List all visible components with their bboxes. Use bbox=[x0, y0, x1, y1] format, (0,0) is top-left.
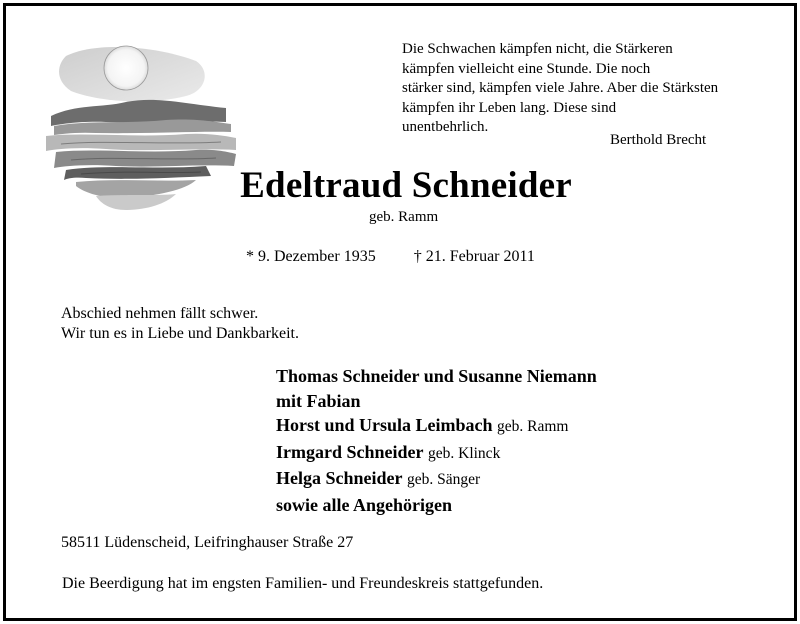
mourner-note: geb. Klinck bbox=[428, 444, 501, 462]
deceased-name: Edeltraud Schneider bbox=[240, 165, 572, 206]
mourner-entry bbox=[276, 364, 597, 389]
quote-line: stärker sind, kämpfen viele Jahre. Aber die Stärksten bbox=[402, 80, 719, 96]
farewell-text bbox=[61, 304, 299, 344]
birth-date: * 9. Dezember 1935 bbox=[246, 248, 376, 265]
mourner-name: sowie alle Angehörigen bbox=[276, 494, 452, 515]
death-date: † 21. Februar 2011 bbox=[413, 248, 535, 265]
quote-text bbox=[402, 40, 742, 138]
farewell-line: Wir tun es in Liebe und Dankbarkeit. bbox=[61, 325, 299, 342]
mourners-list bbox=[276, 364, 597, 517]
quote-author: Berthold Brecht bbox=[610, 132, 707, 148]
funeral-note: Die Beerdigung hat im engsten Familien- und Freundeskreis stattgefunden. bbox=[62, 575, 544, 592]
mourner-note: geb. Sänger bbox=[407, 471, 481, 488]
mourner-entry bbox=[276, 389, 597, 414]
mourner-name: Thomas Schneider und Susanne Niemann bbox=[276, 366, 597, 386]
quote-line: kämpfen vielleicht eine Stunde. Die noch bbox=[402, 60, 651, 77]
farewell-line: Abschied nehmen fällt schwer. bbox=[61, 305, 259, 322]
quote-line: unentbehrlich. bbox=[402, 119, 489, 135]
mourner-entry bbox=[276, 440, 597, 467]
life-dates bbox=[246, 248, 535, 266]
mourner-entry bbox=[276, 466, 597, 493]
mourner-entry bbox=[276, 413, 597, 440]
quote-line: kämpfen ihr Leben lang. Diese sind bbox=[402, 99, 617, 116]
mourner-name: Helga Schneider bbox=[276, 468, 403, 488]
birth-name: geb. Ramm bbox=[369, 209, 439, 225]
mourner-name: Horst und Ursula Leimbach bbox=[276, 415, 493, 435]
mourner-name: Irmgard Schneider bbox=[276, 441, 424, 462]
mourner-note: geb. Ramm bbox=[497, 418, 569, 435]
mourner-name: mit Fabian bbox=[276, 390, 361, 411]
address: 58511 Lüdenscheid, Leifringhauser Straße 27 bbox=[61, 534, 354, 551]
obituary-card bbox=[3, 3, 797, 621]
quote-line: Die Schwachen kämpfen nicht, die Stärkeren bbox=[402, 41, 673, 57]
mourner-entry bbox=[276, 493, 597, 518]
